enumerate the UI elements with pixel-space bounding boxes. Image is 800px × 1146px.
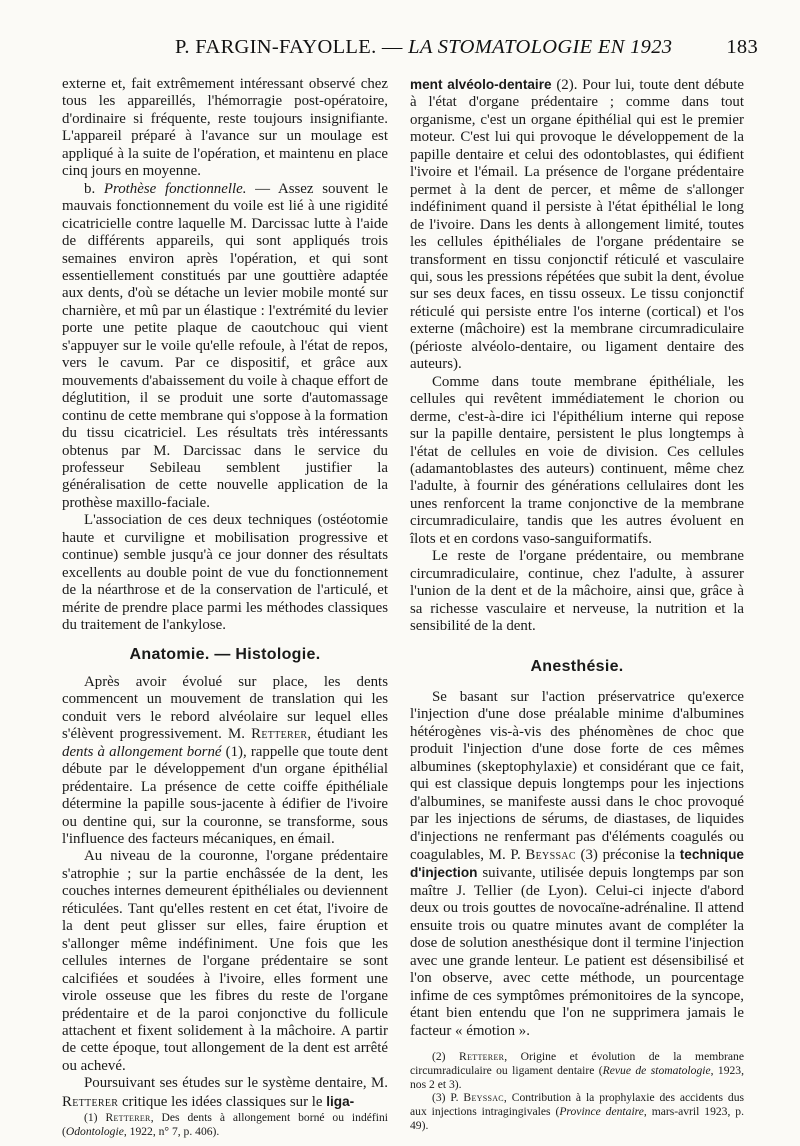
section-title-anesthesie: Anesthésie. [530, 657, 624, 675]
footnote-text: , Des dents à allongement borné ou indéfini ( [62, 1111, 388, 1139]
paragraph-text: Se basant sur l'action préservatrice qu'exerce l'injection d'une dose préalable minime d'albumines hétérogènes vis-à-vis des phénomènes de choc que produit l'injection d'une dose forte de ces mêmes albumines (skeptophylaxie) et considérant que ce fait, qui est classique depuis longtemps pour les injections d'albumines, se manifeste aussi dans le choc provoqué par les injections de sérums, de diastases, de liquides d'injections ne renfermant pas d'éléments coagulés ou coagulables, M. P. [410, 688, 744, 864]
journal-name: Revue de stomatologie [602, 1063, 711, 1077]
bold-term: technique d'injection [410, 847, 744, 881]
paragraph-text: (3) préconise la [575, 847, 676, 864]
footnote-1 [62, 1111, 388, 1139]
footnote-marker: (1) [84, 1111, 98, 1125]
paragraph-text: Après avoir évolué sur place, les dents commencent un mouvement de translation qui les conduit vers le rebord alvéolaire sur lequel elles s'élèvent progressivement. M. [62, 673, 388, 743]
header-author: P. FARGIN-FAYOLLE. — [175, 36, 403, 58]
paragraph [62, 674, 388, 849]
paragraph [410, 76, 744, 374]
author-name: Retterer [105, 1111, 151, 1125]
author-name: Retterer [251, 726, 308, 743]
paragraph-text: , étudiant les [307, 726, 388, 743]
paragraph-text: suivante, utilisée depuis longtemps par son maître J. Tellier (de Lyon). Celui-ci injecte d'abord deux ou trois gouttes de novocaïne-adrénaline. Il attend ensuite trois ou quatre minutes avant de compléter la dose de solution anesthésique dont il termine l'injection avec une grande lenteur. Le patient est désensibilisé et l'on observe, avec cette méthode, un pourcentage infime de ces symptômes prémonitoires de la syncope, étant bien entendu que l'on ne supprimera jamais le facteur « émotion ». [410, 865, 744, 1039]
paragraph: Au niveau de la couronne, l'organe prédentaire s'atrophie ; sur la partie enchâssée de la dent, les couches internes demeurent épithéliales ou deviennent réticulées. Tant qu'elles restent en cet état, l'ivoire de la dent peut glisser sur elles, faire éruption et s'allonger même indéfiniment. Une fois que les cellules internes de l'organe prédentaire se sont calcifiées et soudées à l'ivoire, elles forment une virole osseuse que les fibres du reste de l'organe prédentaire et de la paroi conjonctive du follicule attachent et fixent solidement à la mâchoire. A partir de cette époque, tout allongement de la dent est arrêté ou achevé. [62, 848, 388, 1074]
paragraph-text: critique les idées classiques sur le [118, 1093, 323, 1110]
footnote-text: , 1923, nos 2 et 3). [410, 1063, 744, 1091]
right-column [410, 76, 744, 1133]
bold-term: liga- [326, 1093, 355, 1109]
author-name: Retterer [62, 1093, 119, 1110]
footnote-spacer [410, 1040, 744, 1050]
header-title [175, 36, 672, 59]
page-number: 183 [726, 36, 758, 58]
author-name: Retterer [459, 1050, 505, 1064]
paragraph [410, 689, 744, 1040]
paragraph: Le reste de l'organe prédentaire, ou membrane circumradiculaire, continue, chez l'adulte, à assurer l'union de la dent et de la mâchoire, ainsi que, grâce à sa richesse vasculaire et nerveuse, la nutrition et la sensibilité de la dent. [410, 548, 744, 635]
running-header [60, 36, 758, 66]
header-journal: LA STOMATOLOGIE EN 1923 [408, 36, 673, 58]
paragraph-text: — Assez souvent le mauvais fonctionnement du voile est lié à une rigidité cicatricielle contre laquelle M. Darcissac lutte à l'aide de différents appareils, qui sont appliqués trois semaines environ après l'opération, et qui sont essentiellement constitués par une gouttière adaptée aux dents, d'où se détache un levier mobile monté sur charnière, et mû par un élastique : l'extrémité du levier porte une petite plaque de caoutchouc qui vient s'appuyer sur le voile qu'elle refoule, à l'état de repos, vers le cavum. Par ce dispositif, et grâce aux mouvements d'abaissement du voile à chaque effort de déglutition, il se produit une sorte d'automassage continu de cette membrane qui s'oppose à la formation du tissu cicatriciel. Les résultats très intéressants obtenus par M. Darcissac dans le service du professeur Sebileau semblent justifier la généralisation de cette nouvelle application de la prothèse maxillo-faciale. [62, 180, 388, 511]
author-name: Beyssac [463, 1091, 504, 1105]
list-label: b. [84, 180, 96, 197]
paragraph [62, 1075, 388, 1111]
section-title-anatomie: Anatomie. — Histologie. [129, 645, 321, 663]
subheading: Prothèse fonctionnelle. [103, 180, 247, 197]
author-name: Beyssac [525, 847, 576, 864]
paragraph: Comme dans toute membrane épithéliale, les cellules qui revêtent immédiatement le chorion ou derme, c'est-à-dire ici l'épithélium interne qui repose sur la papille dentaire, persistent le plus longtemps à l'état de cellules en voie de division. Ces cellules (adamantoblastes des auteurs) continuent, même chez l'adulte, à fournir des générations cellulaires dont les unes renforcent la trame conjonctive de la membrane circumradiculaire, tandis que les autres évoluent en îlots et en cordons vaso-sanguiformatifs. [410, 373, 744, 547]
footnote-marker: (3) P. [432, 1091, 459, 1105]
footnote-text: , Origine et évolution de la membrane circumradiculaire ou ligament dentaire ( [410, 1050, 744, 1077]
bold-term: ment alvéolo-dentaire [410, 77, 552, 92]
cited-title: dents à allongement borné [62, 743, 222, 760]
paragraph: externe et, fait extrêmement intéressant observé chez tous les appareillés, l'hémorragie post-opératoire, d'ordinaire si fréquente, reste toujours insignifiante. L'appareil préparé à l'avance sur un moulage est appliqué à la suite de l'opération, et maintenu en place cinq jours en moyenne. [62, 76, 388, 180]
footnote-3 [410, 1091, 744, 1132]
paragraph-text: (1), rappelle que toute dent débute par le développement d'un organe épithélial prédentaire. La présence de cette coiffe épithéliale détermine la papille sous-jacente à édifier de l'ivoire ou dentine qui, sur la couronne, se transforme, sous l'influence des facteurs mécaniques, en émail. [62, 743, 389, 848]
footnote-text: , 1922, n° 7, p. 406). [123, 1125, 220, 1139]
footnote-marker: (2) [432, 1050, 446, 1064]
left-column [62, 76, 388, 1139]
journal-name: Odontologie [65, 1125, 124, 1139]
footnote-text: , Contribution à la prophylaxie des accidents dus aux injections intragingivales ( [410, 1091, 744, 1119]
paragraph [62, 181, 388, 513]
footnote-2 [410, 1050, 744, 1091]
journal-name: Province dentaire [559, 1105, 644, 1119]
footnote-text: , mars-avril 1923, p. 49). [410, 1105, 744, 1132]
paragraph-text: (2). Pour lui, toute dent débute à l'état d'organe prédentaire ; comme dans tout organisme, c'est un organe épithélial qui est le premier moteur. C'est lui qui provoque le développement de la papille dentaire et celui des odontoblastes, qui édifient l'ivoire et l'émail. La présence de l'organe prédentaire permet à la dent de percer, et même de s'allonger indéfiniment quand il persiste à l'état épithélial le long de l'ivoire. Dans les dents à allongement limité, toutes les cellules épithéliales de l'organe prédentaire se transforment en tissu conjonctif réticulé et vasculaire qui, sous les pressions répétées que subit la dent, évolue sur ses deux faces, en tissu osseux. Le tissu conjonctif réticulé qui persiste entre l'os interne (cortical) et l'os externe (mâchoire) est la membrane circumradiculaire (périoste alvéolo-dentaire, ou ligament dentaire des auteurs). [410, 77, 744, 373]
paragraph: L'association de ces deux techniques (ostéotomie haute et curviligne et mobilisation progressive et continue) semble jusqu'à ce jour donner des résultats excellents au double point de vue du fonctionnement de la néarthrose et de la conservation de l'articulé, et mérite de prendre place parmi les méthodes classiques du traitement de l'ankylose. [62, 512, 388, 634]
paragraph-text: Poursuivant ses études sur le système dentaire, M. [84, 1075, 388, 1092]
